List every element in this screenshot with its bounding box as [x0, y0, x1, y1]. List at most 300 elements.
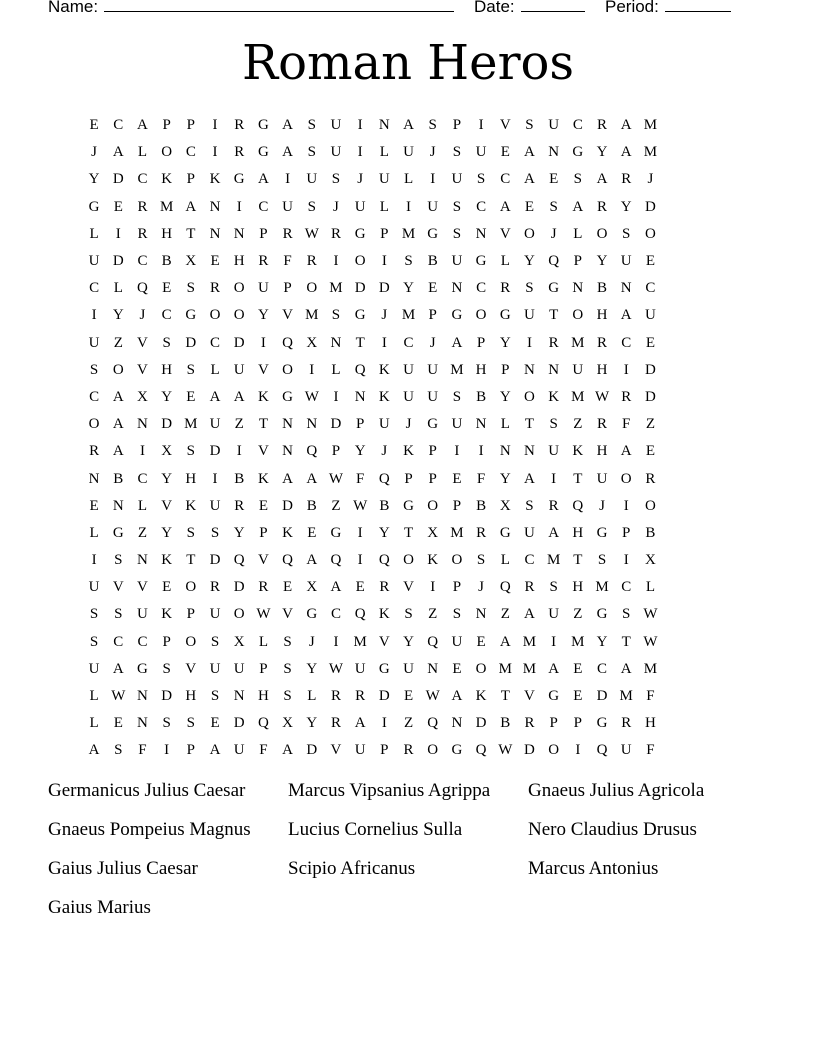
grid-letter[interactable]: A	[306, 552, 318, 569]
grid-letter[interactable]: L	[137, 497, 148, 514]
grid-letter[interactable]: O	[427, 742, 439, 759]
grid-letter[interactable]: P	[186, 117, 196, 134]
grid-letter[interactable]: H	[161, 361, 173, 378]
grid-letter[interactable]: E	[452, 470, 462, 487]
grid-letter[interactable]: C	[137, 253, 148, 270]
grid-letter[interactable]: E	[186, 388, 196, 405]
grid-letter[interactable]: M	[595, 579, 609, 596]
grid-letter[interactable]: N	[572, 280, 584, 297]
name-blank-line[interactable]	[104, 0, 454, 12]
grid-letter[interactable]: N	[475, 416, 487, 433]
grid-letter[interactable]: I	[309, 361, 315, 378]
grid-letter[interactable]: N	[354, 388, 366, 405]
grid-letter[interactable]: W	[111, 688, 126, 705]
grid-letter[interactable]: U	[88, 660, 100, 677]
grid-letter[interactable]: D	[330, 416, 342, 433]
grid-letter[interactable]: S	[525, 280, 534, 297]
grid-letter[interactable]: N	[112, 497, 124, 514]
grid-letter[interactable]: V	[257, 361, 269, 378]
grid-letter[interactable]: D	[209, 552, 221, 569]
grid-letter[interactable]: O	[644, 497, 656, 514]
grid-letter[interactable]: J	[308, 633, 315, 650]
grid-letter[interactable]: N	[233, 688, 245, 705]
grid-letter[interactable]: U	[524, 307, 535, 324]
grid-letter[interactable]: I	[91, 552, 97, 569]
grid-letter[interactable]: S	[525, 117, 534, 134]
grid-letter[interactable]: A	[137, 117, 148, 134]
grid-letter[interactable]: R	[621, 388, 632, 405]
grid-letter[interactable]: V	[330, 742, 342, 759]
grid-letter[interactable]: D	[209, 443, 221, 460]
grid-letter[interactable]: P	[573, 253, 583, 270]
grid-letter[interactable]: H	[644, 715, 656, 732]
grid-letter[interactable]: S	[404, 253, 413, 270]
grid-letter[interactable]: M	[571, 388, 585, 405]
grid-letter[interactable]: T	[573, 552, 583, 569]
grid-letter[interactable]: J	[429, 144, 436, 161]
grid-letter[interactable]: K	[161, 552, 173, 569]
grid-letter[interactable]: W	[643, 633, 658, 650]
grid-letter[interactable]: S	[186, 280, 196, 297]
grid-letter[interactable]: E	[500, 144, 510, 161]
grid-letter[interactable]: N	[282, 416, 294, 433]
grid-letter[interactable]: G	[475, 253, 487, 270]
grid-letter[interactable]: G	[112, 524, 124, 541]
grid-letter[interactable]: E	[283, 579, 293, 596]
grid-letter[interactable]: R	[524, 715, 535, 732]
grid-letter[interactable]: O	[233, 307, 245, 324]
grid-letter[interactable]: K	[282, 524, 294, 541]
grid-letter[interactable]: A	[620, 443, 632, 460]
grid-letter[interactable]: P	[162, 633, 171, 650]
grid-letter[interactable]: M	[498, 660, 512, 677]
grid-letter[interactable]: E	[307, 524, 317, 541]
date-blank-line[interactable]	[521, 0, 585, 12]
grid-letter[interactable]: O	[306, 280, 318, 297]
grid-letter[interactable]: I	[212, 117, 218, 134]
grid-letter[interactable]: B	[645, 524, 656, 541]
grid-letter[interactable]: O	[451, 552, 463, 569]
grid-letter[interactable]: I	[430, 171, 436, 188]
grid-letter[interactable]: V	[137, 361, 148, 378]
grid-letter[interactable]: S	[114, 742, 123, 759]
grid-letter[interactable]: S	[162, 334, 171, 351]
grid-letter[interactable]: P	[331, 443, 341, 460]
grid-letter[interactable]: V	[112, 579, 124, 596]
grid-letter[interactable]: S	[452, 606, 462, 623]
grid-letter[interactable]: E	[113, 198, 123, 215]
grid-letter[interactable]: Q	[572, 497, 584, 514]
grid-letter[interactable]: V	[403, 579, 414, 596]
grid-letter[interactable]: J	[357, 171, 364, 188]
grid-letter[interactable]: T	[573, 470, 583, 487]
grid-letter[interactable]: A	[306, 470, 318, 487]
grid-letter[interactable]: G	[451, 307, 463, 324]
grid-letter[interactable]: C	[524, 552, 535, 569]
grid-letter[interactable]: Z	[137, 524, 148, 541]
grid-letter[interactable]: G	[354, 225, 366, 242]
grid-letter[interactable]: L	[89, 688, 99, 705]
grid-letter[interactable]: Y	[499, 334, 511, 351]
grid-letter[interactable]: B	[500, 715, 511, 732]
grid-letter[interactable]: H	[475, 361, 487, 378]
grid-letter[interactable]: M	[401, 225, 416, 242]
grid-letter[interactable]: P	[501, 361, 510, 378]
grid-letter[interactable]: G	[354, 307, 366, 324]
grid-letter[interactable]: H	[185, 688, 197, 705]
grid-letter[interactable]: U	[596, 470, 608, 487]
grid-letter[interactable]: G	[499, 307, 511, 324]
grid-letter[interactable]: C	[621, 334, 632, 351]
grid-letter[interactable]: G	[548, 688, 560, 705]
grid-letter[interactable]: Y	[306, 660, 318, 677]
grid-letter[interactable]: Q	[282, 334, 294, 351]
grid-letter[interactable]: Y	[596, 633, 608, 650]
grid-letter[interactable]: D	[378, 280, 390, 297]
grid-letter[interactable]: U	[427, 361, 439, 378]
grid-letter[interactable]: I	[285, 171, 291, 188]
grid-letter[interactable]: E	[89, 117, 99, 134]
grid-letter[interactable]: E	[452, 660, 462, 677]
grid-letter[interactable]: K	[378, 606, 390, 623]
grid-letter[interactable]: C	[113, 117, 124, 134]
grid-letter[interactable]: U	[403, 660, 414, 677]
grid-letter[interactable]: A	[451, 688, 463, 705]
grid-letter[interactable]: V	[185, 660, 197, 677]
grid-letter[interactable]: T	[549, 307, 559, 324]
grid-letter[interactable]: U	[572, 361, 584, 378]
grid-letter[interactable]: Q	[257, 715, 269, 732]
grid-letter[interactable]: C	[500, 171, 511, 188]
grid-letter[interactable]: N	[209, 225, 221, 242]
grid-letter[interactable]: S	[186, 715, 196, 732]
grid-letter[interactable]: C	[137, 633, 148, 650]
grid-letter[interactable]: N	[378, 117, 390, 134]
grid-letter[interactable]: W	[328, 660, 344, 677]
grid-letter[interactable]: Q	[499, 579, 511, 596]
grid-letter[interactable]: M	[450, 361, 464, 378]
grid-letter[interactable]: D	[596, 688, 608, 705]
grid-letter[interactable]: B	[306, 497, 317, 514]
grid-letter[interactable]: I	[139, 443, 145, 460]
grid-letter[interactable]: A	[88, 742, 100, 759]
grid-letter[interactable]: T	[403, 524, 414, 541]
grid-letter[interactable]: R	[645, 470, 656, 487]
grid-letter[interactable]: B	[427, 253, 438, 270]
grid-letter[interactable]: A	[282, 742, 294, 759]
grid-letter[interactable]: A	[112, 416, 124, 433]
grid-letter[interactable]: C	[403, 334, 414, 351]
grid-letter[interactable]: N	[451, 280, 463, 297]
grid-letter[interactable]: D	[233, 579, 245, 596]
grid-letter[interactable]: E	[210, 253, 220, 270]
grid-letter[interactable]: U	[524, 524, 535, 541]
grid-letter[interactable]: E	[573, 688, 583, 705]
grid-letter[interactable]: S	[452, 144, 462, 161]
grid-letter[interactable]: M	[305, 307, 319, 324]
grid-letter[interactable]: I	[406, 198, 412, 215]
period-blank-line[interactable]	[665, 0, 731, 12]
grid-letter[interactable]: I	[260, 334, 266, 351]
grid-letter[interactable]: A	[282, 117, 294, 134]
grid-letter[interactable]: D	[233, 715, 245, 732]
grid-letter[interactable]: I	[236, 443, 242, 460]
grid-letter[interactable]: Y	[596, 144, 608, 161]
grid-letter[interactable]: Q	[354, 361, 366, 378]
grid-letter[interactable]: O	[644, 225, 656, 242]
grid-letter[interactable]: R	[306, 253, 317, 270]
grid-letter[interactable]: U	[330, 144, 342, 161]
grid-letter[interactable]: I	[478, 443, 484, 460]
grid-letter[interactable]: W	[498, 742, 513, 759]
grid-letter[interactable]: O	[185, 633, 197, 650]
grid-letter[interactable]: Q	[475, 742, 487, 759]
grid-letter[interactable]: P	[573, 715, 583, 732]
grid-letter[interactable]: C	[185, 144, 196, 161]
grid-letter[interactable]: H	[572, 524, 584, 541]
grid-letter[interactable]: A	[354, 715, 366, 732]
grid-letter[interactable]: Y	[257, 307, 269, 324]
grid-letter[interactable]: B	[113, 470, 124, 487]
grid-letter[interactable]: U	[620, 742, 632, 759]
grid-letter[interactable]: X	[644, 552, 656, 569]
grid-letter[interactable]: R	[500, 280, 511, 297]
grid-letter[interactable]: D	[644, 388, 656, 405]
grid-letter[interactable]: Y	[354, 443, 366, 460]
grid-letter[interactable]: Y	[378, 524, 390, 541]
grid-letter[interactable]: K	[257, 470, 269, 487]
grid-letter[interactable]: L	[137, 144, 148, 161]
grid-letter[interactable]: S	[89, 361, 99, 378]
grid-letter[interactable]: O	[88, 416, 100, 433]
grid-letter[interactable]: U	[620, 253, 632, 270]
grid-letter[interactable]: U	[233, 742, 245, 759]
grid-letter[interactable]: A	[112, 660, 124, 677]
grid-letter[interactable]: O	[524, 225, 535, 242]
grid-letter[interactable]: I	[357, 524, 363, 541]
grid-letter[interactable]: A	[620, 307, 632, 324]
grid-letter[interactable]: Q	[137, 280, 148, 297]
grid-letter[interactable]: C	[161, 307, 172, 324]
grid-letter[interactable]: U	[233, 361, 245, 378]
grid-letter[interactable]: R	[234, 497, 245, 514]
grid-letter[interactable]: L	[89, 225, 99, 242]
grid-letter[interactable]: U	[451, 171, 463, 188]
grid-letter[interactable]: C	[330, 606, 341, 623]
grid-letter[interactable]: Y	[88, 171, 100, 188]
grid-letter[interactable]: U	[306, 171, 318, 188]
grid-letter[interactable]: F	[259, 742, 268, 759]
grid-letter[interactable]: I	[381, 334, 387, 351]
grid-letter[interactable]: M	[353, 633, 367, 650]
grid-letter[interactable]: C	[476, 280, 487, 297]
grid-letter[interactable]: I	[623, 497, 629, 514]
grid-letter[interactable]: S	[210, 633, 220, 650]
grid-letter[interactable]: X	[233, 633, 245, 650]
grid-letter[interactable]: S	[283, 633, 292, 650]
grid-letter[interactable]: C	[572, 117, 583, 134]
grid-letter[interactable]: Q	[233, 552, 245, 569]
grid-letter[interactable]: A	[112, 144, 124, 161]
grid-letter[interactable]: S	[597, 552, 607, 569]
grid-letter[interactable]: Z	[234, 416, 244, 433]
grid-letter[interactable]: P	[380, 225, 389, 242]
grid-letter[interactable]: V	[137, 579, 148, 596]
grid-letter[interactable]: Y	[620, 198, 632, 215]
grid-letter[interactable]: R	[234, 144, 245, 161]
grid-letter[interactable]: P	[404, 470, 413, 487]
grid-letter[interactable]: W	[328, 470, 344, 487]
grid-letter[interactable]: R	[403, 742, 414, 759]
grid-letter[interactable]: M	[571, 334, 585, 351]
grid-letter[interactable]: P	[186, 606, 196, 623]
grid-letter[interactable]: U	[451, 416, 463, 433]
grid-letter[interactable]: G	[548, 280, 560, 297]
grid-letter[interactable]: Y	[233, 524, 245, 541]
grid-letter[interactable]: M	[522, 660, 537, 677]
grid-letter[interactable]: C	[89, 388, 100, 405]
grid-letter[interactable]: I	[357, 117, 363, 134]
grid-letter[interactable]: P	[476, 334, 486, 351]
grid-letter[interactable]: Y	[596, 253, 608, 270]
grid-letter[interactable]: A	[282, 470, 294, 487]
grid-letter[interactable]: K	[257, 388, 269, 405]
grid-letter[interactable]: Y	[161, 470, 173, 487]
grid-letter[interactable]: Q	[378, 470, 390, 487]
grid-letter[interactable]: I	[212, 144, 218, 161]
grid-letter[interactable]: Z	[428, 606, 438, 623]
grid-letter[interactable]: I	[381, 253, 387, 270]
grid-letter[interactable]: E	[573, 660, 583, 677]
grid-letter[interactable]: I	[551, 470, 557, 487]
grid-letter[interactable]: P	[452, 579, 462, 596]
grid-letter[interactable]: J	[91, 144, 98, 161]
grid-letter[interactable]: W	[594, 388, 610, 405]
grid-letter[interactable]: Q	[378, 552, 390, 569]
grid-letter[interactable]: B	[379, 497, 390, 514]
grid-letter[interactable]: R	[524, 579, 535, 596]
grid-letter[interactable]: X	[137, 388, 148, 405]
grid-letter[interactable]: G	[282, 388, 294, 405]
grid-letter[interactable]: I	[478, 117, 484, 134]
grid-letter[interactable]: U	[451, 633, 463, 650]
grid-letter[interactable]: U	[378, 416, 390, 433]
grid-letter[interactable]: N	[427, 660, 439, 677]
grid-letter[interactable]: P	[428, 470, 437, 487]
grid-letter[interactable]: A	[451, 334, 463, 351]
grid-letter[interactable]: C	[137, 470, 148, 487]
grid-letter[interactable]: M	[643, 144, 658, 161]
grid-letter[interactable]: N	[330, 334, 342, 351]
grid-letter[interactable]: A	[620, 144, 632, 161]
grid-letter[interactable]: X	[306, 579, 318, 596]
grid-letter[interactable]: R	[597, 334, 608, 351]
grid-letter[interactable]: V	[137, 334, 148, 351]
grid-letter[interactable]: U	[475, 144, 487, 161]
grid-letter[interactable]: A	[620, 117, 632, 134]
grid-letter[interactable]: S	[452, 198, 462, 215]
grid-letter[interactable]: D	[233, 334, 245, 351]
grid-letter[interactable]: S	[622, 225, 631, 242]
grid-letter[interactable]: E	[258, 497, 268, 514]
grid-letter[interactable]: A	[499, 633, 511, 650]
grid-letter[interactable]: S	[307, 198, 316, 215]
grid-letter[interactable]: U	[209, 497, 221, 514]
grid-letter[interactable]: P	[428, 443, 437, 460]
grid-letter[interactable]: N	[524, 443, 535, 460]
grid-letter[interactable]: I	[236, 198, 242, 215]
grid-letter[interactable]: O	[427, 497, 439, 514]
grid-letter[interactable]: W	[256, 606, 271, 623]
grid-letter[interactable]: O	[572, 307, 584, 324]
grid-letter[interactable]: K	[403, 443, 414, 460]
grid-letter[interactable]: Z	[500, 606, 510, 623]
grid-letter[interactable]: G	[572, 144, 584, 161]
grid-letter[interactable]: M	[522, 633, 537, 650]
grid-letter[interactable]: B	[476, 497, 487, 514]
grid-letter[interactable]: N	[88, 470, 100, 487]
grid-letter[interactable]: N	[137, 552, 148, 569]
grid-letter[interactable]: U	[137, 606, 148, 623]
grid-letter[interactable]: C	[89, 280, 100, 297]
grid-letter[interactable]: V	[161, 497, 173, 514]
grid-letter[interactable]: S	[331, 307, 341, 324]
grid-letter[interactable]: O	[475, 660, 487, 677]
grid-letter[interactable]: A	[403, 117, 414, 134]
grid-letter[interactable]: J	[381, 443, 388, 460]
grid-letter[interactable]: K	[427, 552, 439, 569]
grid-letter[interactable]: G	[233, 171, 245, 188]
grid-letter[interactable]: L	[89, 524, 99, 541]
grid-letter[interactable]: G	[257, 117, 269, 134]
grid-letter[interactable]: S	[210, 688, 220, 705]
grid-letter[interactable]: R	[258, 253, 269, 270]
grid-letter[interactable]: C	[258, 198, 269, 215]
grid-letter[interactable]: H	[257, 688, 269, 705]
grid-letter[interactable]: S	[283, 660, 292, 677]
grid-letter[interactable]: R	[597, 117, 608, 134]
grid-letter[interactable]: L	[89, 715, 99, 732]
grid-letter[interactable]: R	[621, 715, 632, 732]
grid-letter[interactable]: R	[210, 280, 221, 297]
grid-letter[interactable]: H	[596, 307, 608, 324]
grid-letter[interactable]: Q	[354, 606, 366, 623]
grid-letter[interactable]: J	[647, 171, 654, 188]
grid-letter[interactable]: U	[354, 660, 366, 677]
grid-letter[interactable]: E	[476, 633, 486, 650]
grid-letter[interactable]: M	[571, 633, 585, 650]
grid-letter[interactable]: N	[233, 225, 245, 242]
grid-letter[interactable]: U	[644, 307, 656, 324]
grid-letter[interactable]: L	[500, 253, 510, 270]
grid-letter[interactable]: S	[525, 497, 534, 514]
grid-letter[interactable]: P	[162, 117, 171, 134]
grid-letter[interactable]: N	[524, 361, 535, 378]
grid-letter[interactable]: D	[161, 416, 173, 433]
grid-letter[interactable]: W	[353, 497, 368, 514]
grid-letter[interactable]: F	[622, 416, 631, 433]
grid-letter[interactable]: O	[403, 552, 414, 569]
grid-letter[interactable]: R	[597, 198, 608, 215]
grid-letter[interactable]: F	[283, 253, 292, 270]
grid-letter[interactable]: N	[548, 144, 560, 161]
grid-letter[interactable]: Q	[427, 633, 439, 650]
grid-letter[interactable]: N	[548, 361, 560, 378]
grid-letter[interactable]: D	[306, 742, 318, 759]
grid-letter[interactable]: K	[572, 443, 584, 460]
grid-letter[interactable]: S	[573, 171, 583, 188]
grid-letter[interactable]: L	[500, 552, 510, 569]
